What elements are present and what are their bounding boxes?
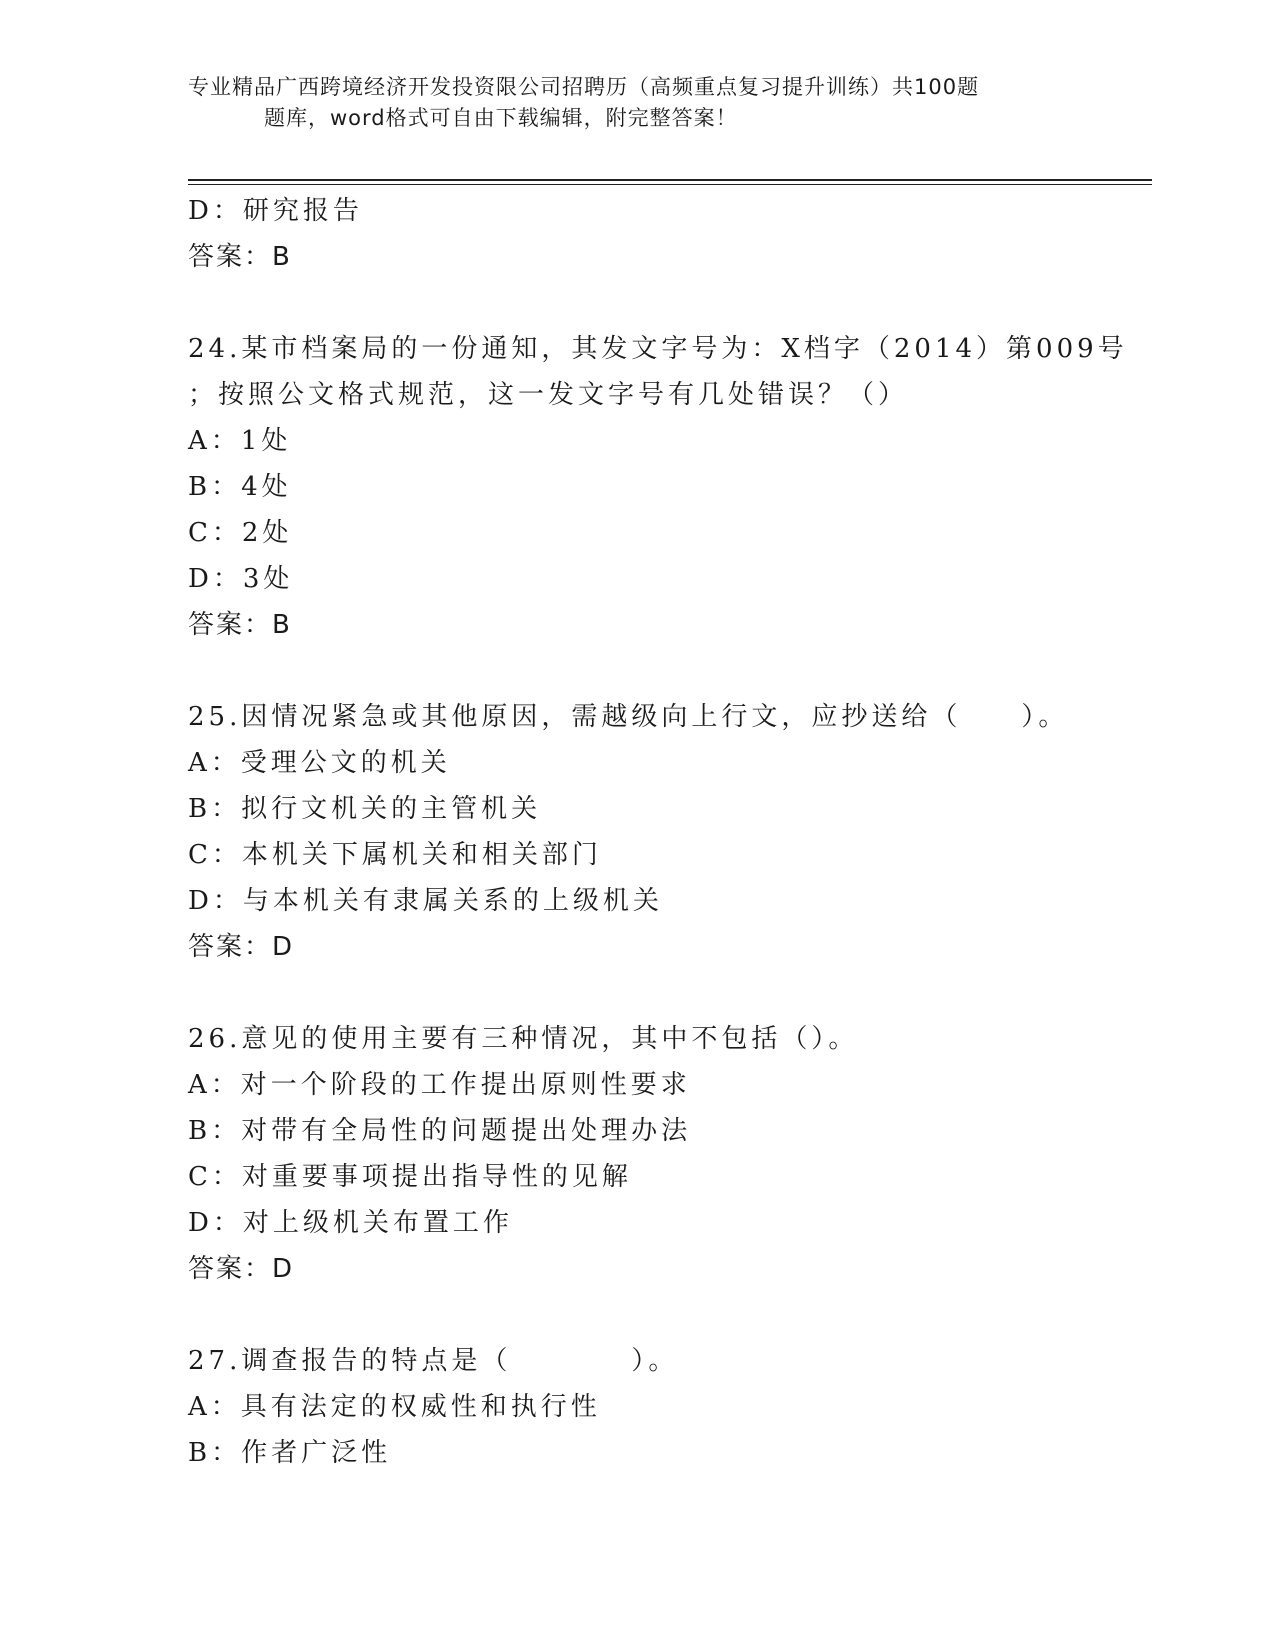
q26-option-c: C：对重要事项提出指导性的见解 [188,1162,632,1192]
q25-stem: 25.因情况紧急或其他原因，需越级向上行文，应抄送给（ ）。 [188,702,1069,732]
document-body [188,188,1148,1476]
q26-option-a: A：对一个阶段的工作提出原则性要求 [188,1070,691,1100]
header-title-line2: 题库，word格式可自由下载编辑，附完整答案！ [264,106,738,130]
q24-option-b: B：4处 [188,472,292,502]
q24-option-c: C：2处 [188,518,293,548]
q25-option-c: C：本机关下属机关和相关部门 [188,840,602,870]
q24-option-a: A：1处 [188,426,292,456]
spacer [188,280,1148,326]
spacer [188,648,1148,694]
q26-option-d: D：对上级机关布置工作 [188,1208,513,1238]
header-divider-thick [188,179,1152,181]
header-title-line1: 专业精品广西跨境经济开发投资限公司招聘历（高频重点复习提升训练）共100题 [188,75,980,99]
q26-stem: 26.意见的使用主要有三种情况，其中不包括（）。 [188,1024,859,1054]
q24-stem-line2: ；按照公文格式规范，这一发文字号有几处错误？（） [188,380,909,410]
spacer [188,1292,1148,1338]
q26-option-b: B：对带有全局性的问题提出处理办法 [188,1116,692,1146]
q25-option-b: B：拟行文机关的主管机关 [188,794,542,824]
q27-option-a: A：具有法定的权威性和执行性 [188,1392,601,1422]
q24-option-d: D：3处 [188,564,294,594]
q27-option-b: B：作者广泛性 [188,1438,392,1468]
q27-stem: 27.调查报告的特点是（ ）。 [188,1346,679,1376]
spacer [188,970,1148,1016]
q24-answer: 答案：B [188,610,292,640]
q26-answer: 答案：D [188,1254,295,1284]
q25-answer: 答案：D [188,932,295,962]
prev-option-d: D：研究报告 [188,196,363,226]
q25-option-a: A：受理公文的机关 [188,748,451,778]
prev-answer: 答案：B [188,242,292,272]
header-divider-thin [188,184,1152,185]
page-header [188,72,1088,134]
q24-stem-line1: 24.某市档案局的一份通知，其发文字号为：X档字（2014）第009号 [188,334,1128,364]
q25-option-d: D：与本机关有隶属关系的上级机关 [188,886,663,916]
